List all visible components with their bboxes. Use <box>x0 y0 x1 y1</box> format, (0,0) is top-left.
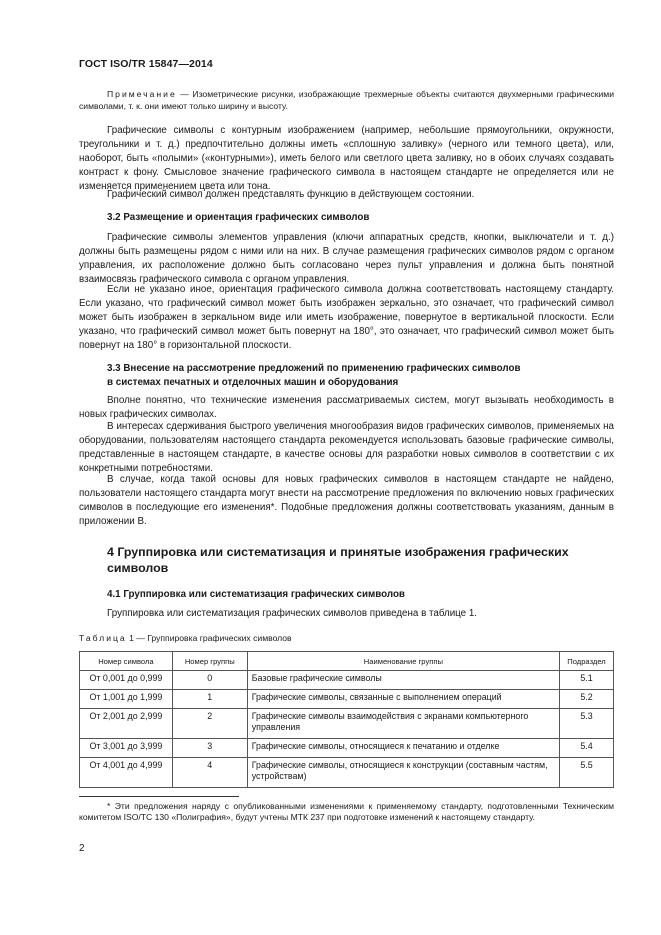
table-row <box>80 671 614 690</box>
section-4-title-line1: 4 Группировка или систематизация и принятые изображения графических <box>107 545 569 559</box>
table-caption-label: Таблица <box>79 633 127 643</box>
cell-group-number: 3 <box>172 739 247 758</box>
cell-group-name: Графические символы взаимодействия с экранами компьютерного управления <box>247 709 559 739</box>
section-3-3-title-line1: 3.3 Внесение на рассмотрение предложений по применению графических символов <box>107 363 521 374</box>
table-caption <box>79 633 292 643</box>
cell-group-name: Графические символы, связанные с выполнением операций <box>247 690 559 709</box>
page-number: 2 <box>79 843 85 854</box>
cell-group-number: 0 <box>172 671 247 690</box>
cell-subsection: 5.5 <box>560 758 614 788</box>
table-row <box>80 690 614 709</box>
cell-symbol-range: От 0,001 до 0,999 <box>80 671 173 690</box>
cell-group-number: 4 <box>172 758 247 788</box>
cell-group-number: 2 <box>172 709 247 739</box>
note-label: Примечание <box>107 89 177 99</box>
header-subsection: Подраздел <box>560 652 614 671</box>
table-caption-text: 1 — Группировка графических символов <box>126 633 292 643</box>
cell-subsection: 5.1 <box>560 671 614 690</box>
paragraph-3-3-changes: Вполне понятно, что технические изменения рассматриваемых систем, могут вызывать необходимость в новых графических символах. <box>79 395 614 420</box>
cell-subsection: 5.3 <box>560 709 614 739</box>
symbol-grouping-table <box>79 651 614 788</box>
paragraph-function-state: Графический символ должен представлять функцию в действующем состоянии. <box>107 189 475 200</box>
paragraph-3-3-recommendation: В интересах сдерживания быстрого увеличения многообразия видов графических символов, применяемых на оборудовании, пользователям настоящего стандарта рекомендуется использовать базовые графические символы, представленные в настоящем стандарте, в качестве основы для разработки новых символов в соответствии с их конкретными потребностями. <box>79 421 614 474</box>
cell-group-name: Графические символы, относящиеся к конструкции (составным частям, устройствам) <box>247 758 559 788</box>
section-4-1-title: 4.1 Группировка или систематизация графических символов <box>107 589 405 600</box>
section-4-title-line2: символов <box>107 561 169 575</box>
note-paragraph <box>79 88 614 112</box>
header-symbol-number: Номер символа <box>80 652 173 671</box>
header-group-number: Номер группы <box>172 652 247 671</box>
paragraph-4-1: Группировка или систематизация графических символов приведена в таблице 1. <box>107 608 478 619</box>
header-group-name: Наименование группы <box>247 652 559 671</box>
cell-symbol-range: От 3,001 до 3,999 <box>80 739 173 758</box>
paragraph-contour-symbols: Графические символы с контурным изображением (например, небольшие прямоугольники, окружности, треугольники и т. д.) предпочтительно должны иметь «сплошную заливку» (черного или темного цвета), или, наоборот, быть «полыми» («контурными»), иметь белого или светлого цвета заливку, но в обоих случаях создавать контраст к фону. Смысловое значение графического символа в настоящем стандарте не определяется или не изменяется применением цвета или тона. <box>79 125 614 192</box>
cell-symbol-range: От 1,001 до 1,999 <box>80 690 173 709</box>
paragraph-3-3-proposals: В случае, когда такой основы для новых графических символов в настоящем стандарте не найдено, пользователи настоящего стандарта могут внести на рассмотрение предложения по включению новых графических символов в последующие его изменения*. Подобные предложения должны соответствовать указаниям, данным в приложении В. <box>79 474 614 527</box>
cell-subsection: 5.4 <box>560 739 614 758</box>
cell-group-name: Базовые графические символы <box>247 671 559 690</box>
note-text: — Изометрические рисунки, изображающие трехмерные объекты считаются двухмерными графическими символами, т. к. они имеют только ширину и высоту. <box>79 89 614 111</box>
paragraph-3-2-placement: Графические символы элементов управления (ключи аппаратных средств, кнопки, выключатели и т. д.) должны быть размещены рядом с ними или на них. В случае размещения графических символов рядом с органом управления, их расположение должно быть согласовано через пульт управления и должна быть понятной взаимосвязь графического символа с органом управления. <box>79 232 614 285</box>
table-header-row <box>80 652 614 671</box>
cell-subsection: 5.2 <box>560 690 614 709</box>
cell-group-name: Графические символы, относящиеся к печатанию и отделке <box>247 739 559 758</box>
document-id: ГОСТ ISO/TR 15847—2014 <box>79 58 213 70</box>
table-row <box>80 758 614 788</box>
paragraph-3-2-orientation: Если не указано иное, ориентация графического символа должна соответствовать настоящему стандарту. Если указано, что графический символ может быть изображен зеркально, это означает, что графический символ может быть изображен в зеркальном виде или иметь изображение, повернутое в вертикальной плоскости. Если указано, что графический символ может быть повернут на 180°, это означает, что графический символ может быть повернут на 180° в горизонтальной плоскости. <box>79 284 614 351</box>
section-3-3-title-line2: в системах печатных и отделочных машин и оборудования <box>107 377 399 388</box>
table-row <box>80 709 614 739</box>
footnote-divider <box>79 796 239 797</box>
footnote: * Эти предложения наряду с опубликованными изменениями к применяемому стандарту, подготовленными Техническим комитетом ISO/TC 130 «Полиграфия», будут учтены МТК 237 при подготовке изменений к настоящему стандарту. <box>79 801 614 823</box>
cell-symbol-range: От 4,001 до 4,999 <box>80 758 173 788</box>
cell-group-number: 1 <box>172 690 247 709</box>
section-3-2-title: 3.2 Размещение и ориентация графических символов <box>107 212 370 223</box>
cell-symbol-range: От 2,001 до 2,999 <box>80 709 173 739</box>
table-row <box>80 739 614 758</box>
